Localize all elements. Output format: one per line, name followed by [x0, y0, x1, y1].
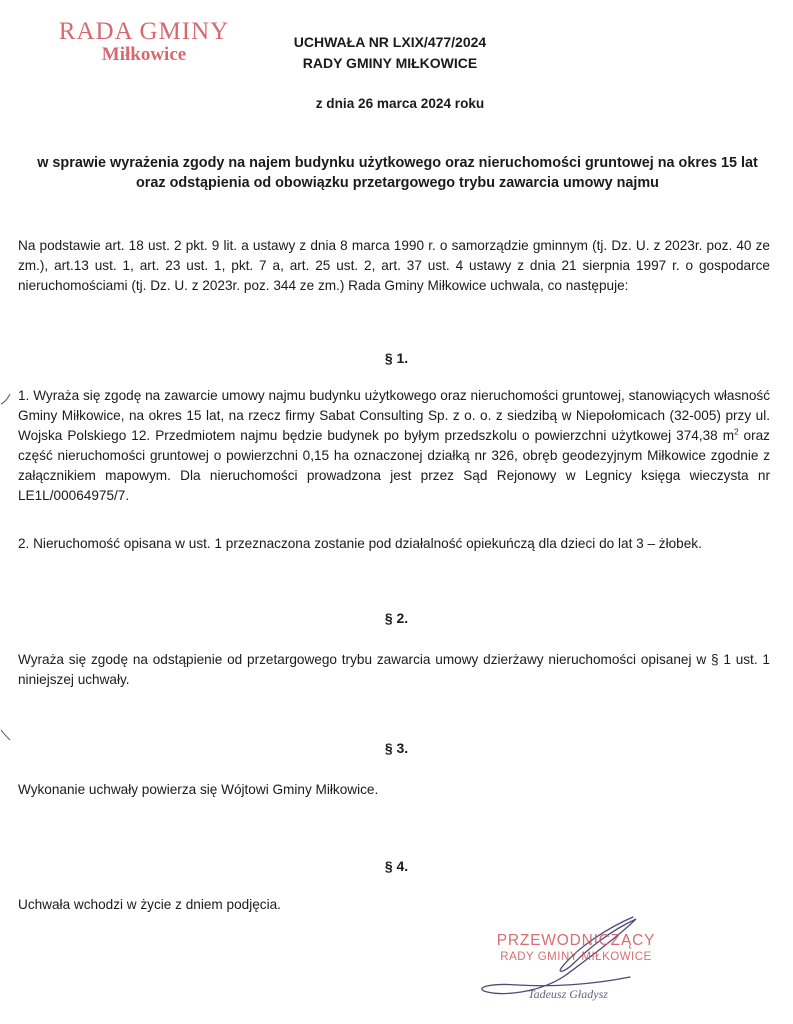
scan-mark	[0, 728, 12, 742]
section-1-text-b: oraz część nieruchomości gruntowej o powierzchni 0,15 ha oznaczonej działką nr 326, obręb geodezyjnym Miłkowice zgodnie z załącznikiem mapowym. Dla nieruchomości prowadzona jest przez Sąd Rejonowy w Legnicy księga wieczysta nr LE1L/00064975/7.	[18, 428, 770, 503]
chairman-stamp	[490, 932, 662, 964]
section-4-text: Uchwała wchodzi w życie z dniem podjęcia.	[18, 897, 281, 912]
resolution-number: UCHWAŁA NR LXIX/477/2024	[293, 34, 487, 50]
stamp-line-1: RADA GMINY	[58, 18, 230, 45]
section-1-text-a: 1. Wyraża się zgodę na zawarcie umowy najmu budynku użytkowego oraz nieruchomości gruntowej, stanowiących własność Gminy Miłkowice, na okres 15 lat, na rzecz firmy Sabat Consulting Sp. z o. o. z siedzibą w Niepołomicach (32-005) przy ul. Wojska Polskiego 12. Przedmiotem najmu będzie budynek po byłym przedszkolu o powierzchni użytkowej 374,38 m	[18, 388, 770, 443]
scan-mark	[0, 392, 12, 406]
section-1-paragraph-2: 2. Nieruchomość opisana w ust. 1 przeznaczona zostanie pod działalność opiekuńczą dla dzieci do lat 3 – żłobek.	[18, 536, 702, 551]
section-3-heading: § 3.	[384, 740, 409, 756]
section-1-paragraph-1	[18, 386, 770, 506]
subject-line-2: oraz odstąpienia od obowiązku przetargowego trybu zawarcia umowy najmu	[136, 175, 659, 191]
section-1-heading: § 1.	[384, 350, 409, 366]
section-2-text: Wyraża się zgodę na odstąpienie od przetargowego trybu zawarcia umowy dzierżawy nieruchomości opisanej w § 1 ust. 1 niniejszej uchwały.	[18, 652, 770, 687]
section-3-text: Wykonanie uchwały powierza się Wójtowi Gminy Miłkowice.	[18, 782, 379, 797]
subject-line-1: w sprawie wyrażenia zgody na najem budynku użytkowego oraz nieruchomości gruntowej na okres 15 lat	[37, 155, 758, 171]
square-meter-superscript: 2	[734, 427, 739, 437]
stamp-line-2: Miłkowice	[101, 44, 187, 65]
chairman-stamp-council: RADY GMINY MIŁKOWICE	[500, 951, 652, 963]
chairman-stamp-title: PRZEWODNICZĄCY	[496, 932, 656, 949]
section-4-heading: § 4.	[384, 858, 409, 874]
chairman-name: Tadeusz Gładysz	[528, 987, 608, 1001]
resolution-header	[180, 32, 600, 74]
preamble: Na podstawie art. 18 ust. 2 pkt. 9 lit. a ustawy z dnia 8 marca 1990 r. o samorządzie gminnym (tj. Dz. U. z 2023r. poz. 40 ze zm.), art.13 ust. 1, art. 23 ust. 1, pkt. 7 a, art. 25 ust. 2, art. 37 ust. 4 ustawy z dnia 21 sierpnia 1997 r. o gospodarce nieruchomościami (tj. Dz. U. z 2023r. poz. 344 ze zm.) Rada Gminy Miłkowice uchwala, co następuje:	[18, 238, 770, 293]
resolution-subject	[30, 153, 765, 193]
resolution-date: z dnia 26 marca 2024 roku	[315, 96, 485, 111]
section-2-heading: § 2.	[384, 610, 409, 626]
resolution-council: RADY GMINY MIŁKOWICE	[302, 55, 478, 71]
